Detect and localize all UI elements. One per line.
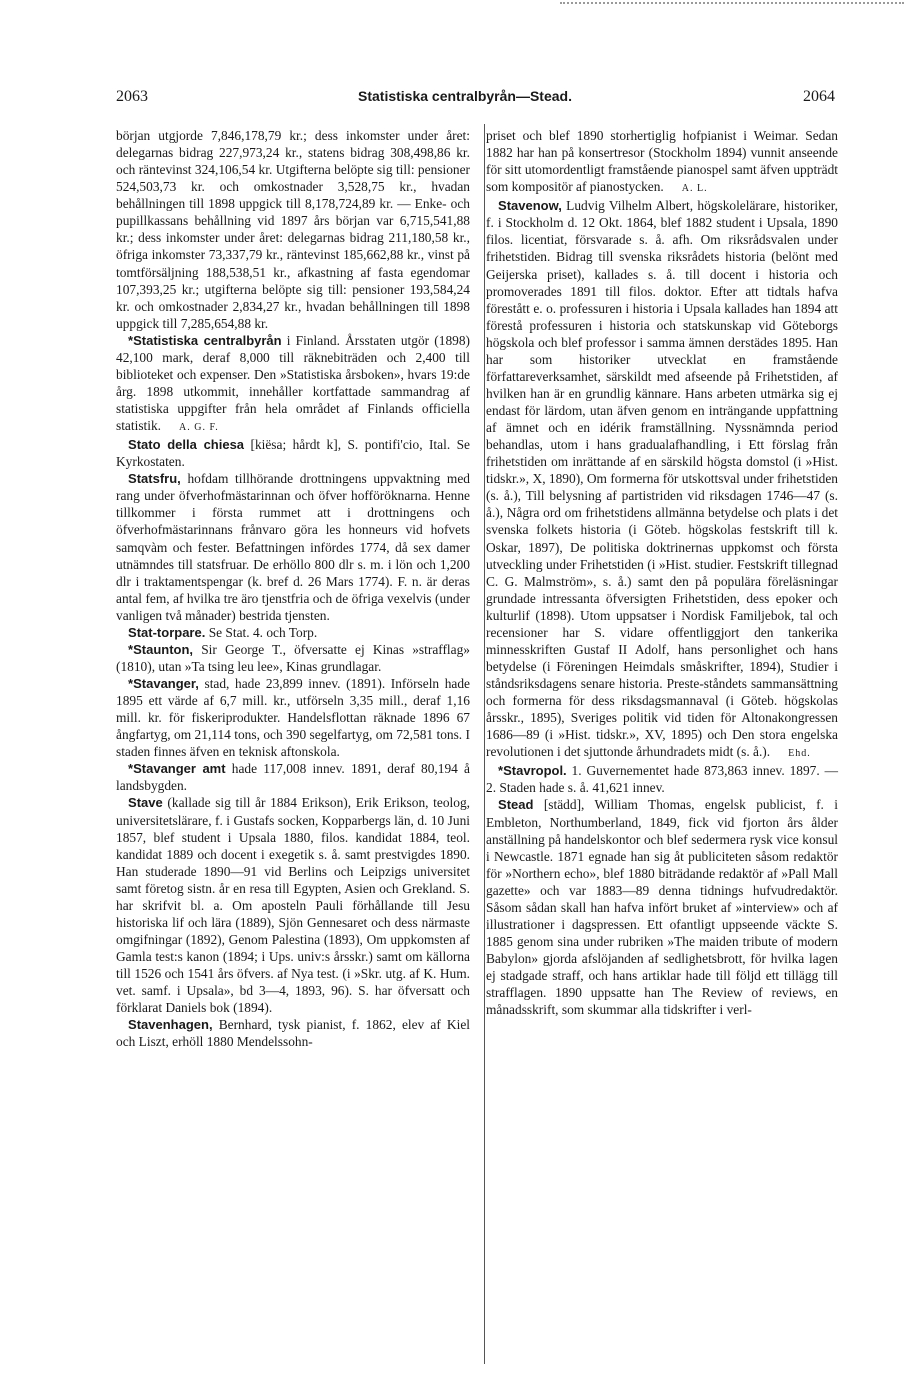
- column-divider: [484, 124, 485, 1364]
- author-signature: Ehd.: [788, 748, 811, 760]
- entry-headword: Stat-torpare.: [128, 624, 206, 640]
- dictionary-entry: [116, 675, 470, 760]
- page-number-right: 2064: [803, 88, 835, 105]
- running-title: Statistiska centralbyrån—Stead.: [358, 88, 572, 104]
- right-column: [486, 127, 838, 1018]
- left-column: [116, 127, 470, 1050]
- entry-text: Sir George T., öfversatte ej Kinas »strafflag» (1810), utan »Ta tsing leu lee», Kinas grundlagar.: [116, 641, 470, 674]
- continued-text: [486, 127, 838, 197]
- entry-text: (kallade sig till år 1884 Erikson), Erik Erikson, teolog, universitetslärare, f. i Gustafs socken, Kopparbergs län, d. 10 Juni 1857, blef student i Upsala 1880, filos. kandidat 1884, teol. kandidat 1889 och docent i exegetik s. å. samt prestvigdes 1890. Han studerade 1890—91 vid Berlins och Leipzigs universitet samt företog sistn. år en resa till Egypten, Asien och Grekland. S. har skrifvit bl. a. Om aposteln Pauli förhållande till Jesu historiska lif och lära (1889), Sjön Gennesaret och dess närmaste omgifningar (1892), Genom Palestina (1893), Om uppkomsten af Gamla test:s kanon (1894; i Ups. univ:s årsskr.) samt om källorna till 1526 och 1541 års öfvers. af Nya test. (i »Skr. utg. af K. Hum. vet. samf. i Upsala», bd 3—4, 1893, 96). S. har öfversatt och förklarat Daniels bok (1894).: [116, 795, 470, 1016]
- dictionary-entry: [486, 796, 838, 1018]
- entry-text: stad, hade 23,899 innev. (1891). Införseln hade 1895 ett värde af 6,7 mill. kr., utförseln 3,35 mill., deraf 1,16 mill. kr. för fiskeriprodukter. Handelsflottan räknade 1896 67 ångfartyg, om 21,114 tons, och 390 segelfartyg, om 72,581 tons. I staden finnes äfven en teknisk aftonskola.: [116, 676, 470, 760]
- entry-text: [kiësa; hårdt k], S. pontifi'cio, Ital. Se Kyrkostaten.: [116, 437, 470, 470]
- scan-edge-line: [560, 2, 904, 4]
- dictionary-entry: [116, 760, 470, 794]
- entry-text: Bernhard, tysk pianist, f. 1862, elev af Kiel och Liszt, erhöll 1880 Mendelssohn-: [116, 1017, 470, 1050]
- entry-headword: Stavenow,: [498, 198, 562, 214]
- entry-headword: Stavenhagen,: [128, 1017, 213, 1033]
- dictionary-entry: [116, 794, 470, 1016]
- entry-text: början utgjorde 7,846,178,79 kr.; dess inkomster under året: delegarnas bidrag 227,973,24 kr., statens bidrag 308,498,86 kr. och räntevinst 324,106,54 kr. Utgifterna belöpte sig till: pensioner 524,503,73 kr. och omkostnader 3,528,75 kr., hvadan behållningen till 1898 uppgick till 8,178,724,89 kr. — Enke- och pupillkassans behållning vid 1897 års början var 6,715,541,88 kr.; dess inkomster under året: delegarnas bidrag 211,180,58 kr., öfriga inkomster 73,337,79 kr., räntevinst 185,662,88 kr., vinst på tomtförsäljning 188,538,51 kr., afkastning af fasta egendomar 107,393,25 kr.; utgifterna belöpte sig till: pensioner 193,584,24 kr. och omkostnader 2,834,27 kr., hvadan behållningen till 1898 uppgick till 7,285,654,88 kr.: [116, 128, 470, 331]
- dictionary-entry: [116, 436, 470, 470]
- page-header: [0, 88, 904, 112]
- entry-text: 1. Guvernementet hade 873,863 innev. 1897. — 2. Staden hade s. å. 41,621 innev.: [486, 763, 838, 796]
- dictionary-entry: [116, 1016, 470, 1050]
- dictionary-entry: [116, 470, 470, 624]
- entry-text: hofdam tillhörande drottningens uppvaktning med rang under öfverhofmästarinnan och öfver hofföröknarna. Henne tillkommer i första rummet att i drottningens och öfverhofmästarinnans frånvaro göra les honneurs vid hofvets samqvàm och fester. Befattningen infördes 1774, då sex damer utnämndes till statsfruar. De erhöllo 800 dlr s. m. i lön och 1,200 dlr i traktamentspengar (k. bref d. 26 Mars 1774). F. n. är deras antal fem, af hvilka tre äro tjenstfria och de öfriga vexelvis (under vanligen två månader) bestrida tjensten.: [116, 471, 470, 623]
- author-signature: A. G. F.: [179, 422, 219, 434]
- dictionary-entry: [486, 762, 838, 796]
- dictionary-entry: [486, 197, 838, 762]
- page-number-left: 2063: [116, 88, 148, 105]
- continued-text: [116, 127, 470, 332]
- entry-text: Ludvig Vilhelm Albert, högskolelärare, historiker, f. i Stockholm d. 12 Okt. 1864, blef 1882 student i Upsala, 1890 filos. licentiat, försvarade s. å. afh. Om riksrådsvalen under frihetstiden. Bidrag till svenska riksrådets historia (belönt med Geijerska priset), kallades s. å. till docent i historia och promoverades 1891 till filos. doktor. Efter att tidtals hafva förestått e. o. professuren i historia i Upsala kallades han 1894 att förestå professuren i historia och statskunskap vid Göteborgs högskola och blef professor i samma ämnen derstädes 1895. Han har som historiker utvecklat en framstående författareverksamhet, särskildt med afseende på Frihetstiden, af hvilken han är en grundlig kännare. Hans arbeten utmärka sig ej endast för lärdom, utan äfven genom en inträngande uppfattning af ämnet och en idérik framställning. Nyssnämnda period behandlas, utom i hans gradualafhandling, i Ett förslag från frihetstiden om inrättande af en särskild högsta domstol (i »Hist. tidskr.», X, 1890), Om formerna för utskottsval under frihetstiden (s. å.), Till belysning af partistriden vid riksdagen 1746—47 (s. å.), Några ord om frihetstidens allmänna betydelse och plats i det svenska folkets historia (i Göteb. högskolas festskrift till k. Oskar, 1897), De politiska doktrinernas uppkomst och första utveckling under Frihetstiden (i »Hist. studier. Festskrift tillegnad C. G. Malmström», s. å.) samt den på populära föreläsningar grundade intressanta öfversigten Frihetstiden, dess epoker och kulturlif (1898). Utom uppsatser i Nordisk Familjebok, tal och recensioner har S. vidare offentliggjort den tankerika minnesskriften Gustaf II Adolf, hans personlighet och hans betydelse (i Föreningen Heimdals småskrifter, 1894), Studier i ståndsriksdagens senare historia. Preste-ståndets sammansättning och formerna för dess riksdagsmannaval (i Göteb. högskolas årsskr., 1895), Sveriges politik vid tiden för Altonakongressen 1686—89 (i »Hist. tidskr.», XV, 1895) och Den stora engelska revolutionen i det sjuttonde århundradets midt (s. å.).: [486, 198, 838, 760]
- entry-headword: *Stavanger amt: [128, 761, 226, 777]
- dictionary-entry: [116, 641, 470, 675]
- dictionary-entry: [116, 624, 470, 641]
- entry-headword: *Stavanger,: [128, 676, 199, 691]
- entry-headword: *Staunton,: [128, 641, 194, 657]
- entry-headword: Stead: [498, 797, 534, 813]
- entry-text: priset och blef 1890 storhertiglig hofpianist i Weimar. Sedan 1882 har han på konsertresor (Stockholm 1894) vunnit anseende för sitt utomordentligt framstående pianospel samt äfven uppträdt som kompositör af pianostycken.: [486, 128, 838, 195]
- entry-headword: *Statistiska centralbyrån: [128, 332, 282, 348]
- entry-headword: Stato della chiesa: [128, 437, 245, 453]
- author-signature: A. L.: [681, 183, 708, 195]
- dictionary-entry: [116, 332, 470, 436]
- entry-text: i Finland. Årsstaten utgör (1898) 42,100 mark, deraf 8,000 till räknebiträden och 2,400 till biblioteket och expenser. Den »Statistiska årsboken», hvars 19:de årg. 1898 utkommit, innehåller kortfattade sammandrag af statistiska uppgifter från hela området af Finlands officiella statistik.: [116, 332, 471, 434]
- entry-headword: Stave: [128, 795, 163, 811]
- entry-text: [städd], William Thomas, engelsk publicist, f. i Embleton, Northumberland, 1849, fick vid fjorton års ålder anställning på handelskontor och blef sedermera rysk vice konsul i Newcastle. 1871 egnade han sig åt publiciteten såsom redaktör för »Northern echo», blef 1880 biträdande redaktör af »Pall Mall gazette» och var 1883—89 denna tidnings hufvudredaktör. Såsom sådan skall han hafva infört bruket af »interview» och af illustrationer i dagspressen. Ett ofantligt uppseende väckte S. 1885 genom sina under rubriken »The maiden tribute of modern Babylon» gjorda afslöjanden af sedlighetsbrott, för hvilka lagen ej stadgade straff, och hans artiklar hade till följd ett tillägg till strafflagen. 1890 uppsatte han The Review of reviews, en månadsskrift, som skummar alla tidskrifter i verl-: [486, 797, 838, 1018]
- entry-text: hade 117,008 innev. 1891, deraf 80,194 å landsbygden.: [116, 761, 471, 794]
- entry-text: Se Stat. 4. och Torp.: [205, 624, 318, 640]
- entry-headword: Statsfru,: [128, 471, 181, 487]
- entry-headword: *Stavropol.: [498, 763, 567, 779]
